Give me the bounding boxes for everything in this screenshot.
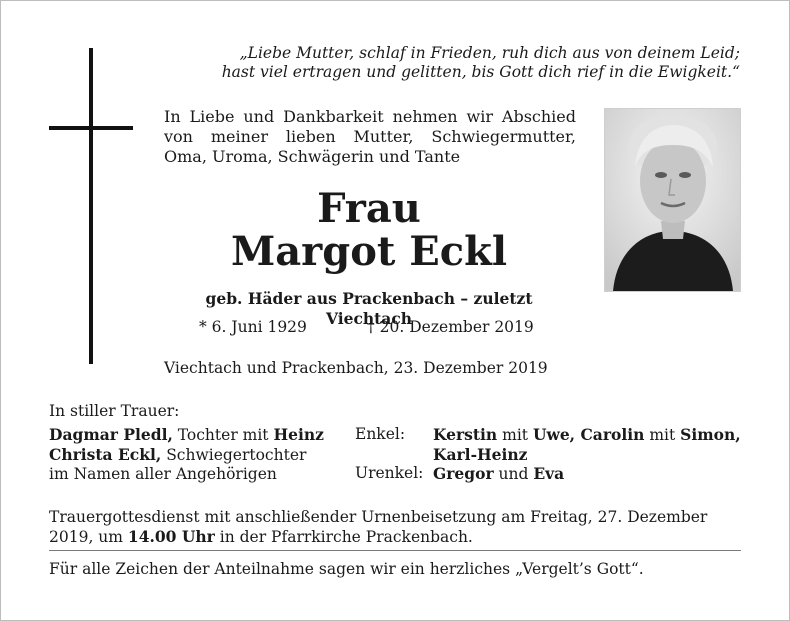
relatives-list [355,425,741,484]
service-time: 14.00 Uhr [127,527,215,546]
deceased-name-block [164,185,574,275]
intro-text [164,107,576,167]
salutation: Frau [317,185,421,232]
birth-date: * 6. Juni 1929 [199,318,307,336]
relative-connector: mit [644,426,681,444]
great-grandchildren-label: Urenkel: [355,464,424,482]
motto-line: „Liebe Mutter, schlaf in Frieden, ruh dich aus von deinem Leid; [239,44,740,62]
motto-verse [160,44,740,82]
divider [49,550,741,551]
grandchildren-row [355,425,741,445]
intro-line: In Liebe und Dankbarkeit nehmen wir Abschied [164,107,576,126]
place-and-date: Viechtach und Prackenbach, 23. Dezember 2019 [164,359,548,377]
mourner-relation: Tochter mit [172,426,274,444]
relative-name: Karl-Heinz [433,445,528,464]
relative-connector: und [493,465,534,483]
relative-name: Eva [533,464,565,483]
mourners-label: In stiller Trauer: [49,402,180,420]
service-location: in der Pfarrkirche Prackenbach. [214,528,473,546]
grandchildren-names [433,425,741,445]
service-announcement [49,507,741,547]
mourner-name: Christa Eckl, [49,445,162,464]
cross-icon-bar [49,126,133,130]
relative-name: Uwe, [532,425,576,444]
relative-name: Simon, [680,425,741,444]
mourners-list [49,425,324,484]
great-grandchildren-names [433,464,564,484]
mourner-partner: Heinz [273,425,324,444]
birth-info: geb. Häder aus Prackenbach – zuletzt Viechtach [205,289,533,328]
portrait-image [605,109,740,291]
thanks-text: Für alle Zeichen der Anteilnahme sagen wir ein herzliches „Vergelt’s Gott“. [49,560,644,578]
intro-line: von meiner lieben Mutter, Schwiegermutter, [164,127,576,146]
portrait-photo [605,109,740,291]
relative-name: Carolin [575,425,645,444]
mourner-relation: Schwiegertochter [161,446,307,464]
relative-name: Kerstin [433,425,498,444]
motto-line: hast viel ertragen und gelitten, bis Gott dich rief in die Ewigkeit.“ [221,63,740,81]
service-text: Trauergottesdienst mit anschließender Urnenbeisetzung am Freitag, 27. Dezember 2019, um [49,508,708,546]
death-date: † 20. Dezember 2019 [367,318,534,336]
relative-connector: mit [497,426,533,444]
cross-icon [89,48,93,364]
mourner-line [49,445,324,465]
great-grandchildren-row [355,464,741,484]
mourner-line [49,425,324,445]
grandchildren-row-continued [355,445,741,464]
intro-line: Oma, Uroma, Schwägerin und Tante [164,147,461,166]
mourner-line: im Namen aller Angehörigen [49,465,277,483]
deceased-name: Margot Eckl [230,228,508,275]
grandchildren-label: Enkel: [355,425,406,443]
mourner-name: Dagmar Pledl, [49,425,173,444]
relative-name: Gregor [433,464,494,483]
